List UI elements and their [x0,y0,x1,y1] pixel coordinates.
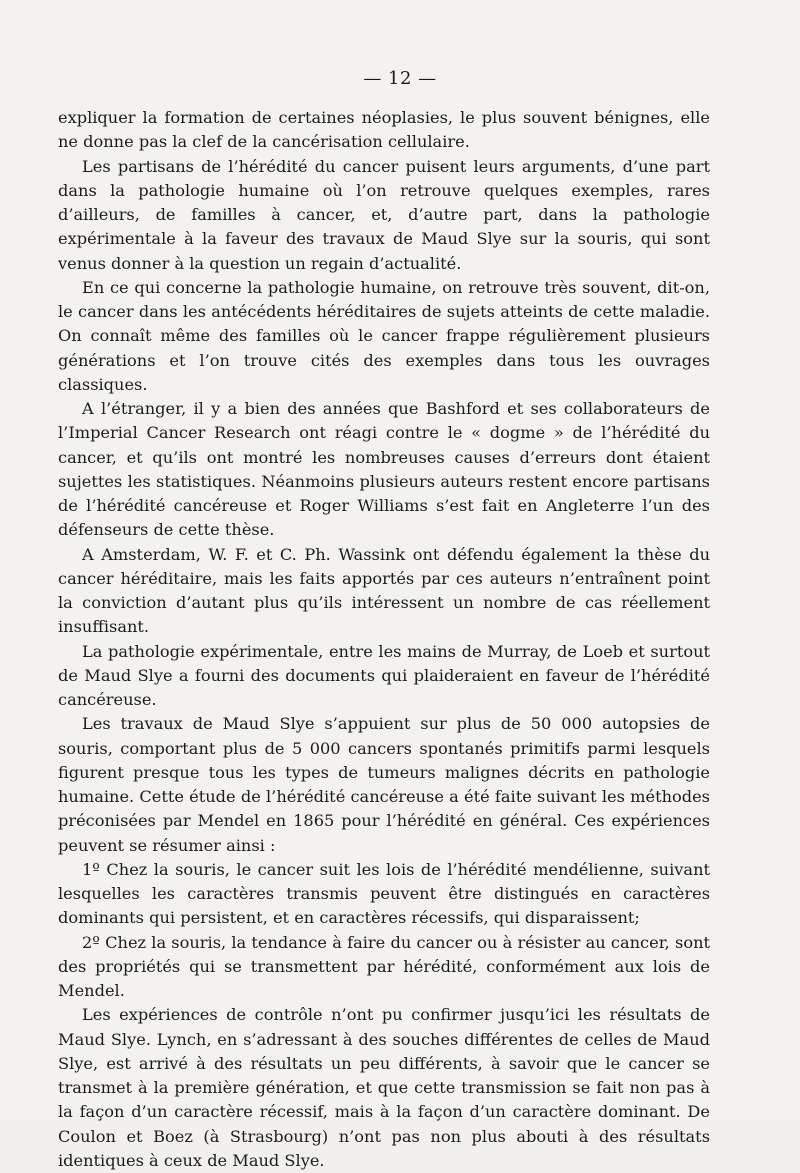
paragraph-point-two: 2º Chez la souris, la tendance à faire du cancer ou à résister au cancer, sont des propriétés qui se transmettent par hérédité, conformément aux lois de Mendel. [58,932,710,1000]
body-text [58,106,710,1173]
paragraph-heredity-partisans: Les partisans de l’hérédité du cancer puisent leurs arguments, d’une part dans la pathologie humaine où l’on retrouve quelques exemples, rares d’ailleurs, de familles à cancer, et, d’autre part, dans la pathologie expérimentale à la faveur des travaux de Maud Slye sur la souris, qui sont venus donner à la question un regain d’actualité. [58,156,710,273]
page-number: — 12 — [363,68,437,89]
paragraph-point-one: 1º Chez la souris, le cancer suit les lois de l’hérédité mendélienne, suivant lesquelles les caractères transmis peuvent être distingués en caractères dominants qui persistent, et en caractères récessifs, qui disparaissent; [58,859,710,928]
paragraph-continuation: expliquer la formation de certaines néoplasies, le plus souvent bénignes, elle ne donne pas la clef de la cancérisation cellulaire. [58,108,710,152]
paragraph-human-pathology: En ce qui concerne la pathologie humaine, on retrouve très souvent, dit-on, le cancer dans les antécédents héréditaires de sujets atteints de cette maladie. On connaît même des familles où le cancer frappe régulièrement plusieurs générations et l’on trouve cités des exemples dans tous les ouvrages classiques. [58,277,710,394]
paragraph-experimental-pathology: La pathologie expérimentale, entre les mains de Murray, de Loeb et surtout de Maud Slye a fourni des documents qui plaideraient en faveur de l’hérédité cancéreuse. [58,641,710,709]
paragraph-maud-slye-work: Les travaux de Maud Slye s’appuient sur plus de 50 000 autopsies de souris, comportant plus de 5 000 cancers spontanés primitifs parmi lesquels figurent presque tous les types de tumeurs malignes décrits en pathologie humaine. Cette étude de l’hérédité cancéreuse a été faite suivant les méthodes préconisées par Mendel en 1865 pour l’hérédité en général. Ces expériences peuvent se résumer ainsi : [58,714,710,855]
paragraph-amsterdam: A Amsterdam, W. F. et C. Ph. Wassink ont défendu également la thèse du cancer héréditaire, mais les faits apportés par ces auteurs n’entraînent point la conviction d’autant plus qu’ils intéressent un nombre de cas réellement insuffisant. [58,544,710,637]
paragraph-control-experiments: Les expériences de contrôle n’ont pu confirmer jusqu’ici les résultats de Maud Slye. Lynch, en s’adressant à des souches différentes de celles de Maud Slye, est arrivé à des résultats un peu différents, à savoir que le cancer se transmet à la première génération, et que cette transmission se fait non pas à la façon d’un caractère récessif, mais à la façon d’un caractère dominant. De Coulon et Boez (à Strasbourg) n’ont pas non plus abouti à des résultats identiques à ceux de Maud Slye. [58,1005,710,1170]
paragraph-bashford: A l’étranger, il y a bien des années que Bashford et ses collaborateurs de l’Imperial Cancer Research ont réagi contre le « dogme » de l’hérédité du cancer, et qu’ils ont montré les nombreuses causes d’erreurs dont étaient sujettes les statistiques. Néanmoins plusieurs auteurs restent encore partisans de l’hérédité cancéreuse et Roger Williams s’est fait en Angleterre l’un des défenseurs de cette thèse. [58,399,710,540]
